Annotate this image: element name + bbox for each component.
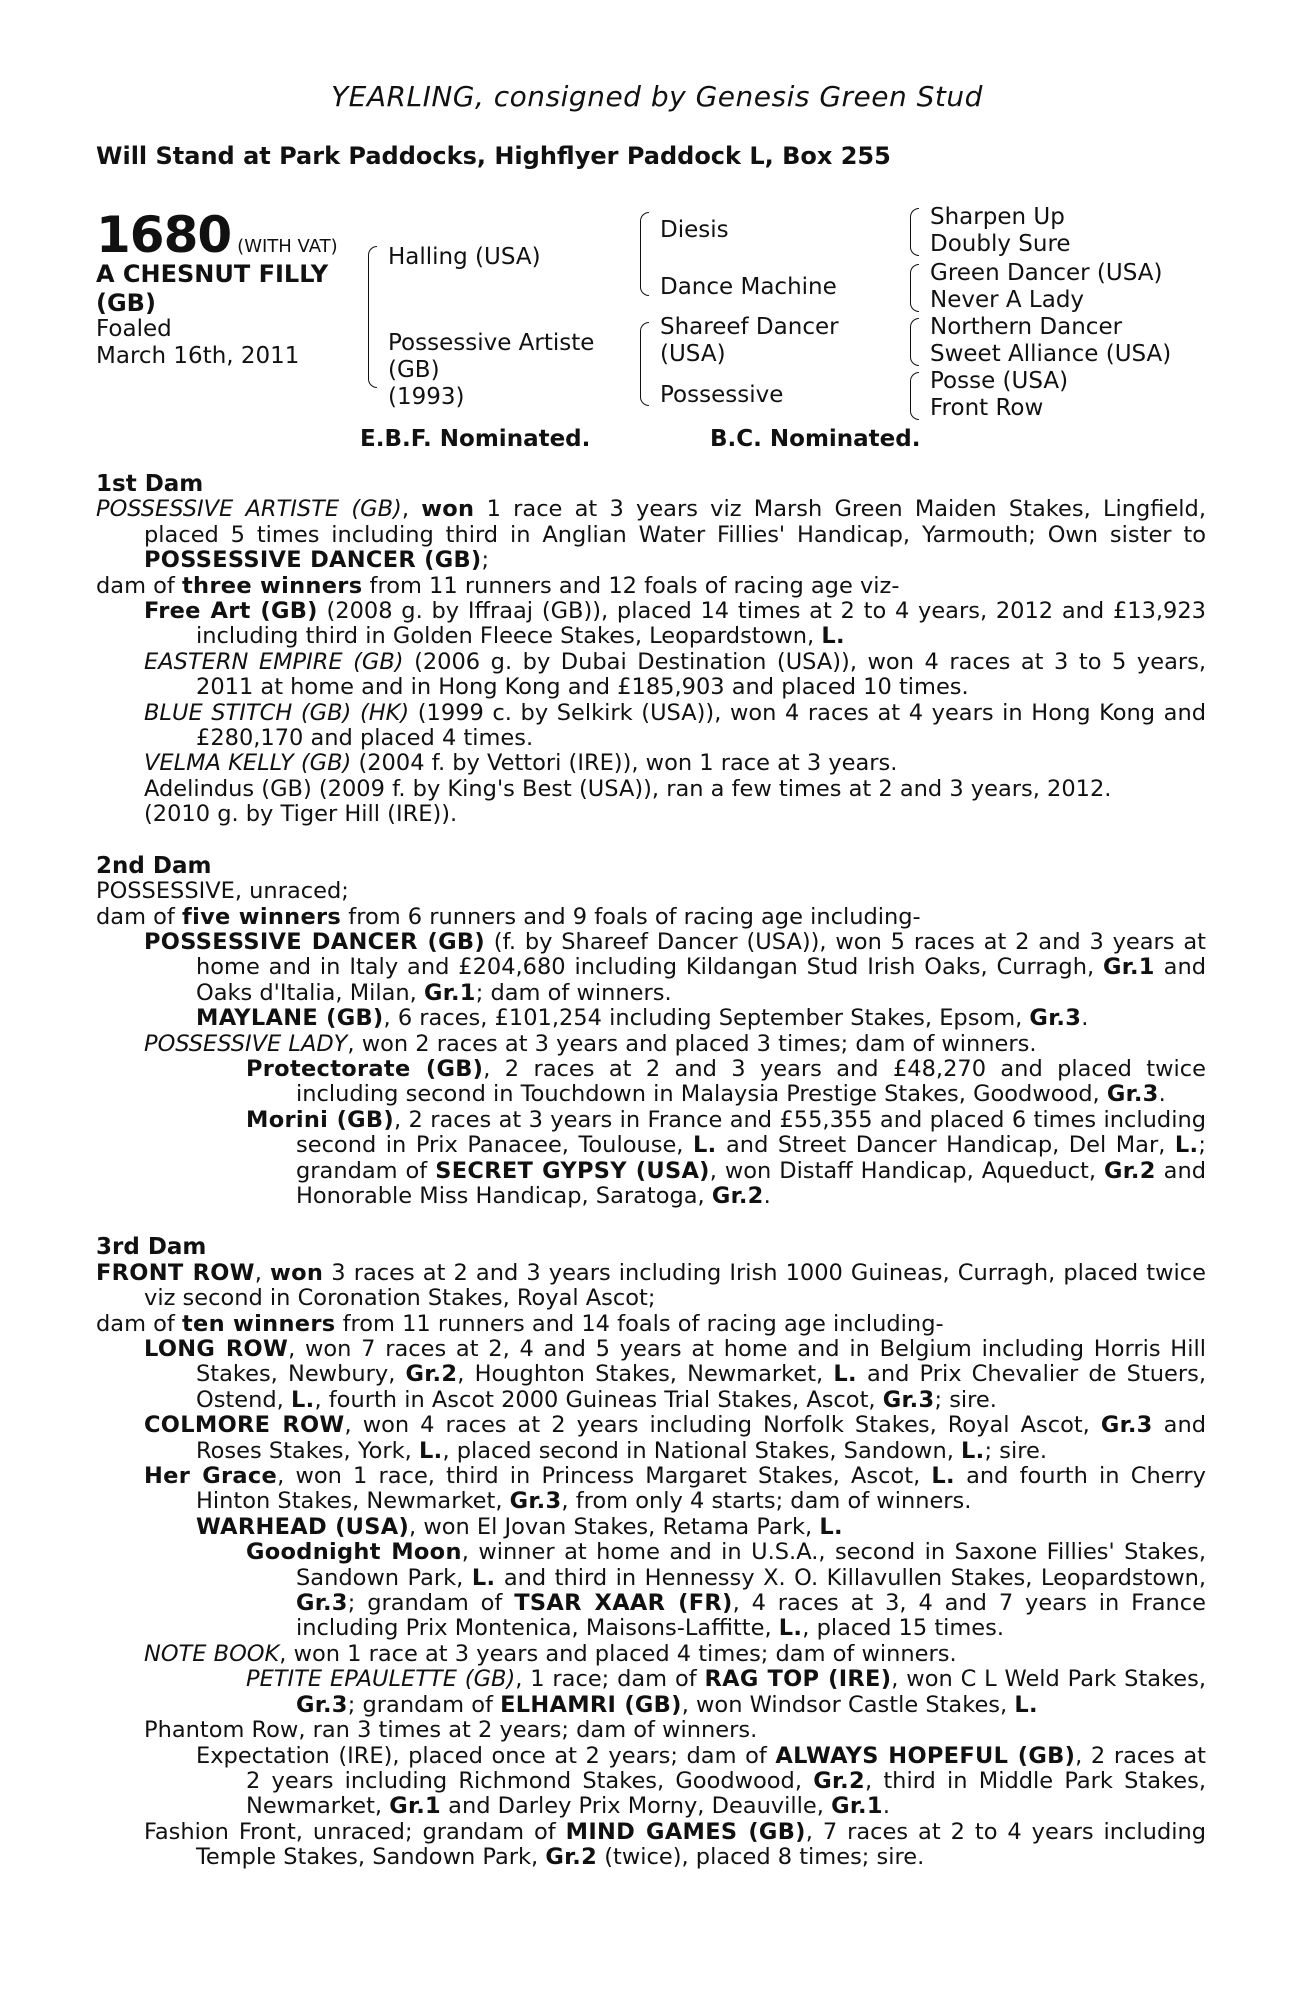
winners-count: five winners — [181, 903, 342, 930]
lot-number: 1680 — [96, 206, 232, 264]
pedigree-dam-line2: (GB) — [388, 357, 440, 383]
produce-entry — [96, 1108, 1206, 1210]
horse-name: ELHAMRI (GB) — [500, 1691, 682, 1718]
horse-name: RAG TOP (IRE) — [704, 1666, 892, 1693]
winners-count: ten winners — [181, 1310, 336, 1337]
horse-name: TSAR XAAR (FR) — [514, 1590, 733, 1617]
text: (2006 g. by Dubai Destination (USA)), won 4 races at 3 to 5 years, 2011 at home and in Hong Kong and £185,903 and placed 10 times. — [196, 648, 1206, 701]
group-mark: Gr.1 — [423, 979, 476, 1006]
produce-entry: (2010 g. by Tiger Hill (IRE)). — [144, 801, 458, 828]
produce-entry — [96, 1820, 1206, 1871]
text: Expectation (IRE), placed once at 2 years; dam of — [196, 1742, 776, 1769]
pedigree-dds: Posse (USA) — [930, 368, 1069, 394]
text: , third in Middle Park Stakes, Newmarket, — [246, 1767, 1206, 1820]
pedigree-dam-sire — [660, 314, 839, 368]
text: and Street Dancer Handicap, Del Mar, — [716, 1132, 1175, 1159]
pedigree-dss: Northern Dancer — [930, 314, 1123, 340]
listed-mark: L. — [471, 1564, 496, 1591]
text: , won Windsor Castle Stakes, — [681, 1691, 1015, 1718]
text: , 2 races at 3 years in France and £55,355 and placed 6 times including second in Prix Panacee, Toulouse, — [296, 1106, 1206, 1159]
produce-entry — [96, 701, 1206, 752]
group-mark: Gr.3 — [1029, 1005, 1082, 1032]
first-dam-name: POSSESSIVE ARTISTE (GB) — [96, 496, 402, 523]
text: (2008 g. by Iffraaj (GB)), placed 14 times at 2 to 4 years, 2012 and £13,923 including third in Golden Fleece Stakes, Leopardstown, — [196, 598, 1206, 650]
text: , won C L Weld Park Stakes, — [891, 1666, 1206, 1693]
pedigree-sire: Halling (USA) — [388, 244, 541, 270]
brace-dam-line — [640, 322, 649, 406]
text: dam of — [96, 903, 182, 930]
brace-sd — [910, 264, 919, 312]
horse-name: Protectorate (GB) — [246, 1055, 484, 1082]
text: from 6 runners and 9 foals of racing age including- — [341, 903, 921, 930]
dam-history — [96, 472, 1206, 1871]
text: , placed 15 times. — [802, 1615, 1005, 1642]
text: , won 2 races at 3 years and placed 3 times; dam of winners. — [347, 1030, 1037, 1057]
group-mark: Gr.3 — [1106, 1081, 1159, 1108]
produce-entry: Phantom Row, ran 3 times at 2 years; dam of winners. — [144, 1717, 758, 1744]
text: Fashion Front, unraced; grandam of — [144, 1818, 566, 1845]
listed-mark: L. — [833, 1361, 857, 1388]
horse-name: MIND GAMES (GB) — [565, 1818, 806, 1845]
text: (2004 f. by Vettori (IRE)), won 1 race at 3 years. — [351, 750, 898, 777]
produce-entry — [96, 1667, 1206, 1718]
text: , Houghton Stakes, Newmarket, — [457, 1361, 834, 1388]
lot-description-line1: A CHESNUT FILLY — [96, 260, 329, 288]
text: dam of — [96, 572, 182, 599]
brace-ds — [910, 318, 919, 366]
horse-name: COLMORE ROW — [144, 1412, 345, 1439]
produce-entry — [96, 1744, 1206, 1820]
foaled-info — [96, 316, 299, 370]
pedigree-sds: Green Dancer (USA) — [930, 260, 1163, 286]
produce-entry — [96, 1032, 1206, 1057]
text: ; grandam of — [347, 1691, 501, 1718]
third-dam-produce-summary — [96, 1312, 1206, 1337]
pedigree-dam-sire-line2: (USA) — [660, 341, 726, 367]
winners-count: three winners — [181, 572, 363, 599]
text: . — [882, 1793, 890, 1820]
produce-entry — [96, 1057, 1206, 1108]
group-mark: Gr.3 — [296, 1691, 348, 1718]
produce-entry: Adelindus (GB) (2009 f. by King's Best (USA)), ran a few times at 2 and 3 years, 2012. — [144, 775, 1112, 802]
text: (f. by Shareef Dancer (USA)), won 5 races at 2 and 3 years at home and in Italy and £204,680 including Kildangan Stud Irish Oaks, Curragh, — [196, 928, 1206, 981]
lot-vat: (WITH VAT) — [237, 236, 338, 257]
text: , won El Jovan Stakes, Retama Park, — [409, 1513, 820, 1540]
horse-name: MAYLANE (GB) — [196, 1005, 384, 1032]
group-mark: Gr.2 — [1103, 1157, 1156, 1184]
produce-entry — [96, 1413, 1206, 1464]
text: from 11 runners and 12 foals of racing age viz- — [362, 572, 900, 599]
produce-entry — [96, 1464, 1206, 1515]
horse-name: FRONT ROW — [96, 1259, 255, 1286]
third-dam-heading: 3rd Dam — [96, 1234, 207, 1261]
text: ; dam of winners. — [475, 979, 672, 1006]
pedigree-dam-dam: Possessive — [660, 382, 784, 408]
pedigree-dam-line3: (1993) — [388, 384, 465, 410]
text: from 11 runners and 14 foals of racing age including- — [335, 1310, 944, 1337]
pedigree-sss: Sharpen Up — [930, 204, 1065, 230]
horse-name: EASTERN EMPIRE (GB) — [144, 648, 404, 675]
brace-dd — [910, 372, 919, 420]
text: . — [763, 1182, 771, 1209]
first-dam-produce-summary — [96, 574, 1206, 599]
listed-mark: L. — [692, 1132, 717, 1159]
text: , 1 race; dam of — [515, 1666, 705, 1693]
text: ; sire. — [984, 1437, 1047, 1464]
group-mark: Gr.3 — [296, 1590, 348, 1617]
second-dam-section — [96, 854, 1206, 1210]
foaled-date: March 16th, 2011 — [96, 343, 300, 369]
listed-mark: L. — [931, 1463, 955, 1490]
text: 3 races at 2 and 3 years including Irish 1000 Guineas, Curragh, placed twice viz second in Coronation Stakes, Royal Ascot; — [144, 1259, 1206, 1312]
text: and third in Hennessy X. O. Killavullen Stakes, Leopardstown, — [495, 1564, 1207, 1591]
text: , won 7 races at 2, 4 and 5 years at home and in Belgium including Horris Hill Stakes, Newbury, — [196, 1336, 1206, 1388]
horse-name: ALWAYS HOPEFUL (GB) — [775, 1742, 1076, 1769]
text: and Darley Prix Morny, Deauville, — [441, 1793, 832, 1820]
first-dam-section — [96, 472, 1206, 828]
group-mark: Gr.1 — [1103, 954, 1155, 981]
group-mark: Gr.2 — [405, 1361, 458, 1388]
text: , fourth in Ascot 2000 Guineas Trial Stakes, Ascot, — [314, 1386, 883, 1413]
pedigree-dam — [388, 330, 594, 411]
listed-mark: L. — [778, 1615, 803, 1642]
horse-name: WARHEAD (USA) — [196, 1513, 410, 1540]
group-mark: Gr.2 — [813, 1767, 865, 1794]
text: , won 1 race, third in Princess Margaret Stakes, Ascot, — [277, 1463, 932, 1490]
listed-mark: L. — [1014, 1691, 1038, 1718]
listed-mark: L. — [1174, 1132, 1199, 1159]
listed-mark: L. — [961, 1437, 985, 1464]
pedigree-dam-sire-line1: Shareef Dancer — [660, 314, 839, 340]
text: , winner at home and in U.S.A., second in Saxone Fillies' Stakes, Sandown Park, — [296, 1539, 1206, 1591]
text: . — [1081, 1005, 1089, 1032]
second-dam-heading: 2nd Dam — [96, 852, 212, 879]
text: , from only 4 starts; dam of winners. — [561, 1488, 972, 1515]
text: and Prix Chevalier de Stuers, Ostend, — [196, 1361, 1206, 1413]
stand-location: Will Stand at Park Paddocks, Highflyer Paddock L, Box 255 — [96, 142, 891, 170]
text: , 6 races, £101,254 including September Stakes, Epsom, — [383, 1005, 1030, 1032]
text: and Honorable Miss Handicap, Saratoga, — [296, 1157, 1207, 1209]
produce-entry — [96, 599, 1206, 650]
text: (twice), placed 8 times; sire. — [597, 1844, 925, 1871]
lot-description-line2: (GB) — [96, 289, 156, 317]
text: , 2 races at 2 years including Richmond Stakes, Goodwood, — [246, 1742, 1206, 1794]
first-dam-record: POSSESSIVE ARTISTE (GB), won 1 race at 3 years viz Marsh Green Maiden Stakes, Lingfield, placed 5 times including third in Anglian Water Fillies' Handicap, Yarmouth; Own sister to POSSESSIVE DANCER (GB); — [96, 496, 1206, 574]
group-mark: Gr.1 — [389, 1793, 441, 1820]
sister-name: POSSESSIVE DANCER (GB) — [144, 547, 482, 574]
foaled-label: Foaled — [96, 316, 172, 342]
first-dam-heading: 1st Dam — [96, 471, 204, 497]
horse-name: LONG ROW — [144, 1336, 289, 1362]
produce-entry — [96, 1515, 1206, 1540]
third-dam-section — [96, 1235, 1206, 1870]
brace-sire-line — [640, 212, 649, 296]
pedigree-sdd: Never A Lady — [930, 287, 1085, 313]
listed-mark: L. — [821, 623, 845, 650]
lot-header — [96, 206, 338, 264]
text: , placed second in National Stakes, Sandown, — [442, 1437, 962, 1464]
group-mark: Gr.1 — [831, 1793, 883, 1820]
section-gap — [96, 828, 1206, 854]
pedigree-ssd: Doubly Sure — [930, 231, 1071, 257]
pedigree-sire-sire: Diesis — [660, 217, 729, 243]
text: ; grandam of — [347, 1590, 515, 1617]
brace-gen1 — [368, 246, 377, 388]
pedigree-dsd: Sweet Alliance (USA) — [930, 341, 1172, 367]
horse-name: PETITE EPAULETTE (GB) — [246, 1666, 516, 1693]
text: and fourth in Cherry Hinton Stakes, Newmarket, — [196, 1463, 1206, 1515]
group-mark: Gr.2 — [711, 1182, 764, 1209]
pedigree-ddd: Front Row — [930, 395, 1044, 421]
listed-mark: L. — [418, 1437, 443, 1464]
horse-name: Free Art (GB) — [144, 598, 318, 625]
pedigree-dam-line1: Possessive Artiste — [388, 330, 595, 356]
produce-entry — [96, 1337, 1206, 1413]
text: ; — [481, 547, 490, 574]
text: dam of — [96, 1310, 182, 1337]
produce-entry — [96, 1642, 1206, 1667]
text: , 7 races at 2 to 4 years including Temple Stakes, Sandown Park, — [196, 1818, 1207, 1871]
text: ; sire. — [934, 1386, 997, 1413]
group-mark: Gr.2 — [545, 1844, 598, 1871]
text: . — [1158, 1081, 1166, 1108]
text: , 2 races at 2 and 3 years and £48,270 and placed twice including second in Touchdown in Malaysia Prestige Stakes, Goodwood, — [296, 1055, 1207, 1108]
horse-name: NOTE BOOK — [144, 1640, 280, 1667]
produce-entry — [96, 1540, 1206, 1642]
lot-description — [96, 260, 328, 318]
text: and Roses Stakes, York, — [196, 1412, 1207, 1464]
text: (1999 c. by Selkirk (USA)), won 4 races at 4 years in Hong Kong and £280,170 and placed 4 times. — [196, 699, 1206, 752]
won-label: won — [270, 1259, 324, 1286]
listed-mark: L. — [819, 1513, 843, 1540]
horse-name: Goodnight Moon — [246, 1539, 462, 1566]
horse-name: VELMA KELLY (GB) — [144, 750, 352, 777]
horse-name: Morini (GB) — [246, 1106, 394, 1133]
group-mark: Gr.3 — [1100, 1412, 1153, 1439]
group-mark: Gr.3 — [509, 1488, 562, 1515]
produce-entry — [96, 930, 1206, 1006]
listed-mark: L. — [290, 1386, 315, 1413]
text: , won Distaff Handicap, Aqueduct, — [709, 1157, 1104, 1184]
text: , won 1 race at 3 years and placed 4 times; dam of winners. — [279, 1640, 957, 1667]
second-dam-record: POSSESSIVE, unraced; — [96, 878, 349, 905]
horse-name: POSSESSIVE LADY — [144, 1030, 348, 1057]
horse-name: Her Grace — [144, 1463, 278, 1490]
ebf-nominated: E.B.F. Nominated. — [360, 426, 591, 452]
brace-ss — [910, 208, 919, 256]
text: , won 4 races at 2 years including Norfolk Stakes, Royal Ascot, — [344, 1412, 1101, 1439]
bc-nominated: B.C. Nominated. — [710, 426, 921, 452]
produce-entry — [96, 650, 1206, 701]
won-label: won — [421, 496, 475, 523]
group-mark: Gr.3 — [882, 1386, 935, 1413]
section-gap — [96, 1209, 1206, 1235]
second-dam-produce-summary — [96, 905, 1206, 930]
text: , 4 races at 3, 4 and 7 years in France including Prix Montenica, Maisons-Laffitte, — [296, 1590, 1207, 1642]
consignment-line: YEARLING, consigned by Genesis Green Stud — [331, 80, 983, 113]
text: and Oaks d'Italia, Milan, — [196, 954, 1206, 1006]
text: ; grandam of — [296, 1132, 1206, 1184]
horse-name: SECRET GYPSY (USA) — [435, 1157, 710, 1184]
third-dam-record: FRONT ROW, won 3 races at 2 and 3 years including Irish 1000 Guineas, Curragh, placed twice viz second in Coronation Stakes, Royal Ascot; — [96, 1259, 1206, 1312]
pedigree-sire-dam: Dance Machine — [660, 274, 837, 300]
produce-entry — [96, 1006, 1206, 1031]
produce-entry — [96, 751, 1206, 776]
horse-name: POSSESSIVE DANCER (GB) — [144, 928, 485, 955]
text: 1 race at 3 years viz Marsh Green Maiden Stakes, Lingfield, placed 5 times including third in Anglian Water Fillies' Handicap, Yarmouth; Own sister to — [144, 496, 1206, 548]
horse-name: BLUE STITCH (GB) (HK) — [144, 699, 410, 726]
